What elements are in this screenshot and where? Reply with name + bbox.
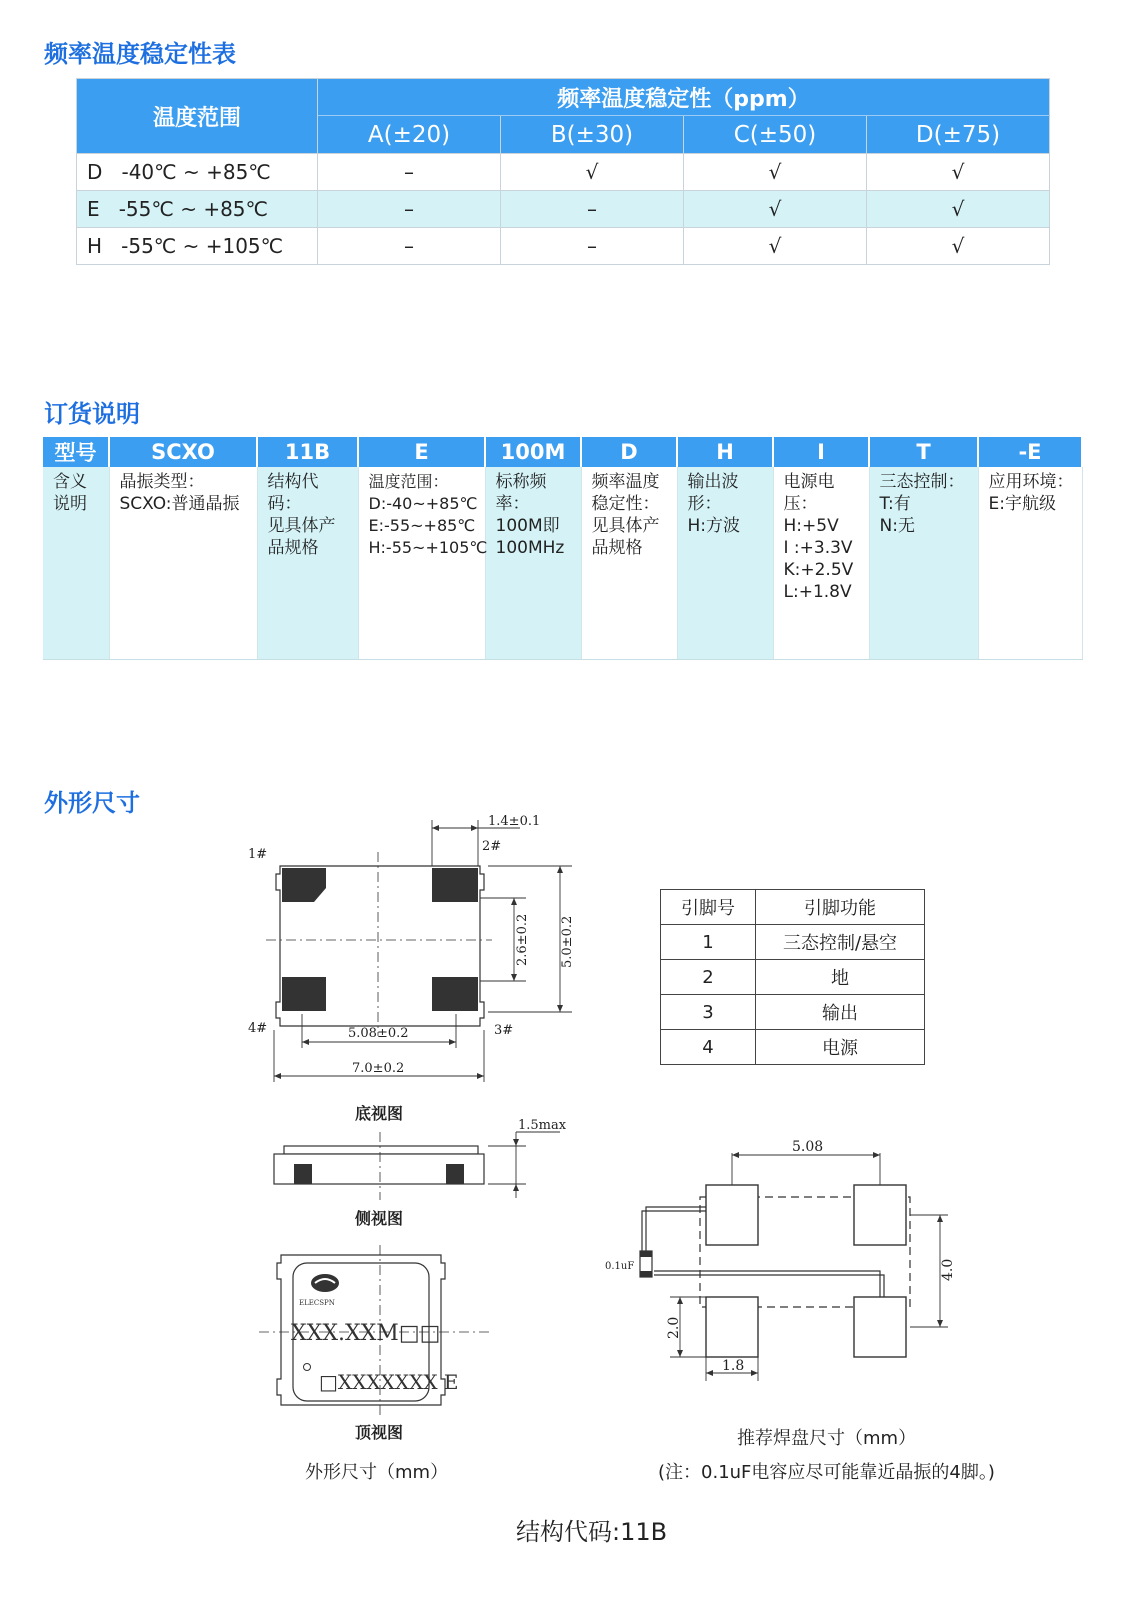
caption-pad-size: 推荐焊盘尺寸（mm） <box>737 1428 917 1449</box>
order-header: 型号 <box>43 437 109 467</box>
capacitor-icon <box>640 1251 652 1277</box>
order-header: D <box>581 437 677 467</box>
value-cell: √ <box>684 191 867 228</box>
header-stability-group: 频率温度稳定性（ppm） <box>318 79 1050 116</box>
order-header: -E <box>978 437 1082 467</box>
header-col: C(±50) <box>684 116 867 154</box>
order-header: 11B <box>257 437 358 467</box>
label-top-view: 顶视图 <box>355 1423 404 1442</box>
pad-dim-vpitch: 4.0 <box>940 1258 956 1281</box>
table-row: 1 三态控制/悬空 <box>661 925 925 960</box>
value-cell: √ <box>867 154 1050 191</box>
table-row <box>77 191 1050 228</box>
order-cell: 结构代码： 见具体产 品规格 <box>257 467 358 660</box>
cap-label: 0.1uF <box>605 1261 635 1272</box>
land-pad-1 <box>706 1185 758 1245</box>
pad-3 <box>432 977 478 1011</box>
label-side-view: 侧视图 <box>355 1209 404 1228</box>
order-cell: 输出波形： H:方波 <box>677 467 773 660</box>
value-cell: √ <box>867 191 1050 228</box>
order-header: I <box>773 437 869 467</box>
pad-dim-height: 2.0 <box>666 1316 682 1339</box>
stability-table <box>76 78 1050 265</box>
pad-dim-width: 1.8 <box>722 1358 745 1374</box>
caption-note: (注：0.1uF电容应尽可能靠近晶振的4脚。) <box>658 1462 995 1483</box>
dim-thickness: 1.5max <box>518 1118 567 1133</box>
table-row <box>77 228 1050 265</box>
side-view-drawing <box>260 1110 570 1200</box>
header-temp-range: 温度范围 <box>77 79 318 154</box>
table-row: 2 地 <box>661 960 925 995</box>
section-title-ordering: 订货说明 <box>44 400 140 428</box>
pin-label-2: 2# <box>482 839 502 854</box>
section-title-dimensions: 外形尺寸 <box>44 789 140 817</box>
header-col: B(±30) <box>501 116 684 154</box>
dim-pad-pitch-v: 2.6±0.2 <box>515 913 530 966</box>
label-bottom-view: 底视图 <box>355 1104 404 1123</box>
land-pad-4 <box>706 1297 758 1357</box>
pad-4 <box>282 977 326 1011</box>
order-cell: 含义 说明 <box>43 467 109 660</box>
order-cell: 三态控制： T:有 N:无 <box>869 467 978 660</box>
side-pad-left <box>294 1164 312 1184</box>
range-cell: E -55℃ ~ +85℃ <box>77 191 318 228</box>
value-cell: – <box>501 228 684 265</box>
dim-width: 7.0±0.2 <box>352 1061 405 1076</box>
pin-header: 引脚号 <box>661 890 756 925</box>
value-cell: √ <box>684 154 867 191</box>
value-cell: √ <box>684 228 867 265</box>
table-row <box>77 154 1050 191</box>
pad-dim-pitch: 5.08 <box>792 1139 824 1155</box>
order-cell: 应用环境： E:宇航级 <box>978 467 1082 660</box>
side-pad-right <box>446 1164 464 1184</box>
footer-structure-code: 结构代码:11B <box>516 1518 668 1546</box>
range-cell: H -55℃ ~ +105℃ <box>77 228 318 265</box>
order-cell: 频率温度 稳定性： 见具体产 品规格 <box>581 467 677 660</box>
header-col: D(±75) <box>867 116 1050 154</box>
dim-pad-width: 1.4±0.1 <box>488 814 541 829</box>
header-col: A(±20) <box>318 116 501 154</box>
order-header: T <box>869 437 978 467</box>
order-cell: 标称频率： 100M即 100MHz <box>485 467 581 660</box>
value-cell: – <box>318 191 501 228</box>
logo-icon <box>311 1274 339 1292</box>
land-pad-3 <box>854 1297 906 1357</box>
order-cell: 温度范围： D:-40~+85℃ E:-55~+85℃ H:-55~+105℃ <box>358 467 485 660</box>
pin-label-1: 1# <box>248 847 268 862</box>
pad-2 <box>432 868 478 902</box>
ordering-table <box>43 437 1083 660</box>
top-view-drawing <box>255 1245 495 1415</box>
value-cell: – <box>318 154 501 191</box>
value-cell: – <box>318 228 501 265</box>
dim-pad-pitch-h: 5.08±0.2 <box>348 1026 409 1041</box>
land-pad-2 <box>854 1185 906 1245</box>
table-row: 4 电源 <box>661 1030 925 1065</box>
pin-header: 引脚功能 <box>756 890 925 925</box>
pin-label-3: 3# <box>494 1023 514 1038</box>
marking-line2: □XXXXXXX E <box>319 1370 459 1394</box>
section-title-stability: 频率温度稳定性表 <box>44 40 236 68</box>
value-cell: √ <box>501 154 684 191</box>
caption-outline: 外形尺寸（mm） <box>305 1462 449 1483</box>
range-cell: D -40℃ ~ +85℃ <box>77 154 318 191</box>
table-row: 3 输出 <box>661 995 925 1030</box>
order-header: H <box>677 437 773 467</box>
pin-label-4: 4# <box>248 1021 268 1036</box>
value-cell: √ <box>867 228 1050 265</box>
order-header: E <box>358 437 485 467</box>
pin-table <box>660 889 925 1065</box>
logo-text: ELECSPN <box>299 1299 335 1307</box>
order-header: SCXO <box>109 437 257 467</box>
bottom-view-drawing <box>230 800 590 1100</box>
order-cell: 晶振类型： SCXO:普通晶振 <box>109 467 257 660</box>
order-cell: 电源电压： H:+5V I :+3.3V K:+2.5V L:+1.8V <box>773 467 869 660</box>
pad-layout-drawing <box>600 1135 960 1385</box>
order-header: 100M <box>485 437 581 467</box>
marking-line1: XXX.XXM□□ <box>291 1321 441 1346</box>
dim-height: 5.0±0.2 <box>560 915 575 968</box>
value-cell: – <box>501 191 684 228</box>
